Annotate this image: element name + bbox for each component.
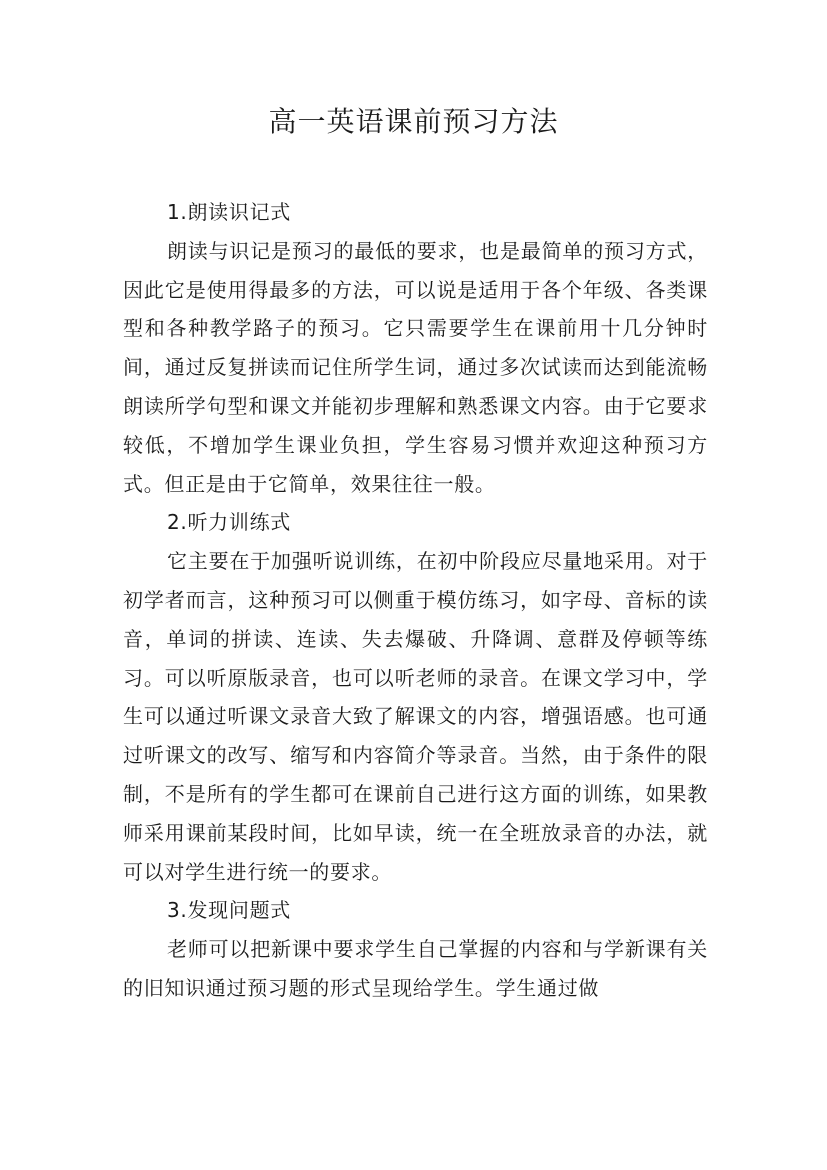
section-heading-2: 2.听力训练式 — [167, 510, 291, 535]
document-title: 高一英语课前预习方法 — [268, 105, 559, 138]
section-heading-3: 3.发现问题式 — [167, 898, 291, 923]
section-paragraph-3: 老师可以把新课中要求学生自己掌握的内容和与学新课有关的旧知识通过预习题的形式呈现给学生。学生通过做 — [123, 937, 708, 1000]
section-paragraph-2: 它主要在于加强听说训练，在初中阶段应尽量地采用。对于初学者而言，这种预习可以侧重于模仿练习，如字母、音标的读音，单词的拼读、连读、失去爆破、升降调、意群及停顿等练习。可以听原版录音，也可以听老师的录音。在课文学习中，学生可以通过听课文录音大致了解课文的内容，增强语感。也可通过听课文的改写、缩写和内容简介等录音。当然，由于条件的限制，不是所有的学生都可在课前自己进行这方面的训练，如果教师采用课前某段时间，比如早读，统一在全班放录音的办法，就可以对学生进行统一的要求。 — [123, 549, 708, 884]
section-paragraph-1: 朗读与识记是预习的最低的要求，也是最简单的预习方式，因此它是使用得最多的方法，可以说是适用于各个年级、各类课型和各种教学路子的预习。它只需要学生在课前用十几分钟时间，通过反复拼读而记住所学生词，通过多次试读而达到能流畅朗读所学句型和课文并能初步理解和熟悉课文内容。由于它要求较低，不增加学生课业负担，学生容易习惯并欢迎这种预习方式。但正是由于它简单，效果往往一般。 — [123, 238, 708, 496]
section-heading-1: 1.朗读识记式 — [167, 200, 291, 224]
document-body — [123, 193, 708, 1008]
